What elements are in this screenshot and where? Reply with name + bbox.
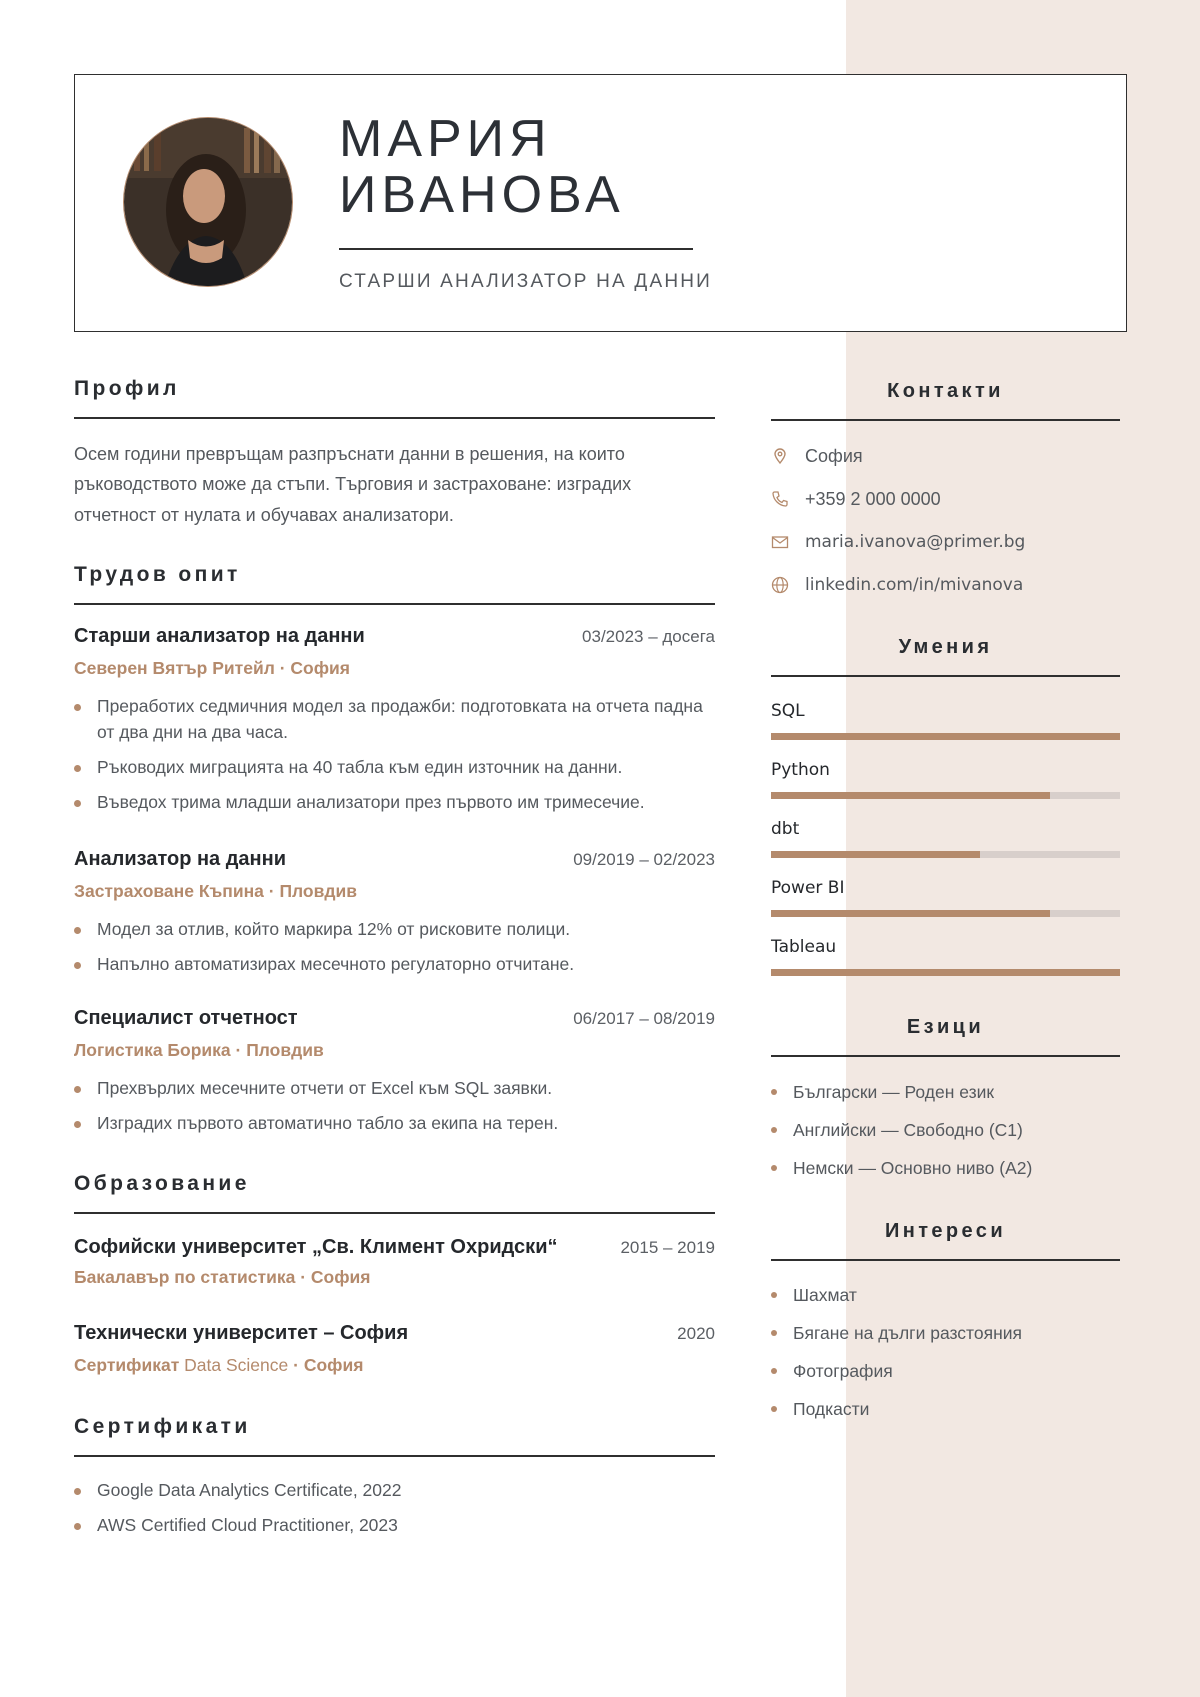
language-list [771, 1079, 1120, 1181]
list-item: Фотография [771, 1358, 1120, 1384]
job-company [74, 881, 715, 902]
skill-bar [771, 851, 1120, 858]
contacts-section [771, 380, 1120, 607]
skill-bar-fill [771, 969, 1120, 976]
separator: · [288, 1355, 304, 1375]
separator: · [274, 658, 291, 678]
list-item: Немски — Основно ниво (A2) [771, 1155, 1120, 1181]
job-date: 03/2023 – досега [582, 627, 715, 646]
skill-bar-fill [771, 792, 1050, 799]
skill-name: Python [771, 759, 830, 780]
name-first-line: МАРИЯ [339, 110, 552, 168]
contact-website[interactable] [771, 564, 1120, 607]
skill-item [771, 937, 1120, 996]
section-title-profile: Профил [74, 377, 180, 400]
section-title-certificates: Сертификати [74, 1415, 251, 1438]
education-section [74, 1172, 715, 1214]
company-city: Пловдив [279, 881, 358, 901]
skill-item [771, 819, 1120, 878]
certificate-list [74, 1477, 715, 1538]
skill-bar [771, 910, 1120, 917]
degree-name: Бакалавър по статистика [74, 1267, 296, 1287]
education-degree [74, 1355, 715, 1376]
contact-email[interactable] [771, 521, 1120, 564]
skill-bar-fill [771, 851, 980, 858]
job-company [74, 658, 715, 679]
list-item: Български — Роден език [771, 1079, 1120, 1105]
location-pin-icon [771, 447, 805, 465]
separator: · [230, 1040, 247, 1060]
education-date: 2020 [677, 1324, 715, 1343]
contact-phone [771, 478, 1120, 521]
section-divider [771, 1259, 1120, 1261]
section-title-experience: Трудов опит [74, 563, 241, 586]
skill-name: SQL [771, 700, 805, 721]
candidate-name [339, 111, 625, 223]
section-title-languages: Езици [906, 1016, 985, 1038]
skill-item [771, 760, 1120, 819]
name-second-line: ИВАНОВА [339, 166, 625, 224]
list-item: Бягане на дълги разстояния [771, 1320, 1120, 1346]
section-divider [74, 1455, 715, 1457]
contact-location [771, 435, 1120, 478]
degree-name: Сертификат [74, 1355, 180, 1375]
profile-summary: Осем години превръщам разпръснати данни в решения, на които ръководството може да стъпи. Търговия и застраховане: изградих отчетност от нулата и обучавах анализатори. [74, 443, 632, 525]
job-entry [74, 1007, 715, 1145]
education-entry [74, 1236, 715, 1288]
section-title-contacts: Контакти [887, 380, 1004, 402]
job-date: 06/2017 – 08/2019 [573, 1009, 715, 1028]
job-entry [74, 848, 715, 986]
list-item: Напълно автоматизирах месечното регулаторно отчитане. [74, 951, 715, 977]
skill-bar [771, 733, 1120, 740]
contact-text: linkedin.com/in/mivanova [805, 575, 1024, 595]
section-divider [771, 1055, 1120, 1057]
interest-list [771, 1282, 1120, 1422]
job-date: 09/2019 – 02/2023 [573, 850, 715, 869]
education-city: София [303, 1355, 364, 1375]
list-item: Ръководих миграцията на 40 табла към един източник на данни. [74, 754, 715, 780]
company-city: София [290, 658, 350, 678]
education-degree [74, 1267, 715, 1288]
profile-section [74, 377, 715, 530]
job-title: Специалист отчетност [74, 1007, 298, 1029]
skill-bar-fill [771, 733, 1120, 740]
resume-header [74, 74, 1127, 332]
skills-section [771, 636, 1120, 996]
job-title: Старши анализатор на данни [74, 625, 365, 647]
list-item: Въведох трима младши анализатори през първото им тримесечие. [74, 789, 715, 815]
job-bullets [74, 693, 715, 815]
list-item: Подкасти [771, 1396, 1120, 1422]
job-bullets [74, 916, 715, 977]
skill-name: dbt [771, 818, 800, 839]
list-item: Преработих седмичния модел за продажби: подготовката на отчета падна от два дни на два часа. [74, 693, 715, 745]
separator: · [295, 1267, 311, 1287]
skill-item [771, 878, 1120, 937]
section-divider [771, 419, 1120, 421]
education-date: 2015 – 2019 [620, 1238, 715, 1257]
school-name: Технически университет – София [74, 1322, 409, 1344]
contact-text: София [805, 445, 863, 466]
contact-text: maria.ivanova@primer.bg [805, 532, 1026, 552]
interests-section [771, 1220, 1120, 1434]
phone-icon [771, 490, 805, 508]
skill-bar-fill [771, 910, 1050, 917]
education-entry [74, 1322, 715, 1376]
skill-bar [771, 969, 1120, 976]
skill-item [771, 701, 1120, 760]
section-divider [74, 1212, 715, 1214]
list-item: Шахмат [771, 1282, 1120, 1308]
section-title-interests: Интереси [884, 1220, 1007, 1242]
job-entry [74, 625, 715, 824]
job-subtitle: СТАРШИ АНАЛИЗАТОР НА ДАННИ [339, 271, 713, 292]
company-name: Северен Вятър Ритейл [74, 658, 275, 678]
list-item: Прехвърлих месечните отчети от Excel към SQL заявки. [74, 1075, 715, 1101]
list-item: Английски — Свободно (C1) [771, 1117, 1120, 1143]
section-divider [771, 675, 1120, 677]
skill-name: Power BI [771, 877, 845, 898]
list-item: AWS Certified Cloud Practitioner, 2023 [74, 1512, 715, 1538]
section-title-education: Образование [74, 1172, 250, 1195]
job-title: Анализатор на данни [74, 848, 287, 870]
list-item: Google Data Analytics Certificate, 2022 [74, 1477, 715, 1503]
list-item: Модел за отлив, който маркира 12% от рисковите полици. [74, 916, 715, 942]
job-company [74, 1040, 715, 1061]
section-title-skills: Умения [898, 636, 993, 658]
degree-extra: Data Science [179, 1355, 289, 1375]
list-item: Изградих първото автоматично табло за екипа на терен. [74, 1110, 715, 1136]
mail-icon [771, 533, 805, 551]
skill-name: Tableau [771, 936, 837, 957]
separator: · [263, 881, 280, 901]
company-name: Логистика Борика [74, 1040, 231, 1060]
section-divider [74, 603, 715, 605]
contact-text: +359 2 000 0000 [805, 488, 941, 509]
languages-section [771, 1016, 1120, 1193]
name-divider [339, 248, 693, 250]
globe-icon [771, 576, 805, 594]
profile-photo [123, 117, 293, 287]
skill-bar [771, 792, 1120, 799]
job-bullets [74, 1075, 715, 1136]
experience-section [74, 563, 715, 605]
company-name: Застраховане Къпина [74, 881, 264, 901]
education-city: София [310, 1267, 371, 1287]
company-city: Пловдив [246, 1040, 324, 1060]
certificates-section [74, 1415, 715, 1547]
section-divider [74, 417, 715, 419]
school-name: Софийски университет „Св. Климент Охридски“ [74, 1236, 558, 1258]
